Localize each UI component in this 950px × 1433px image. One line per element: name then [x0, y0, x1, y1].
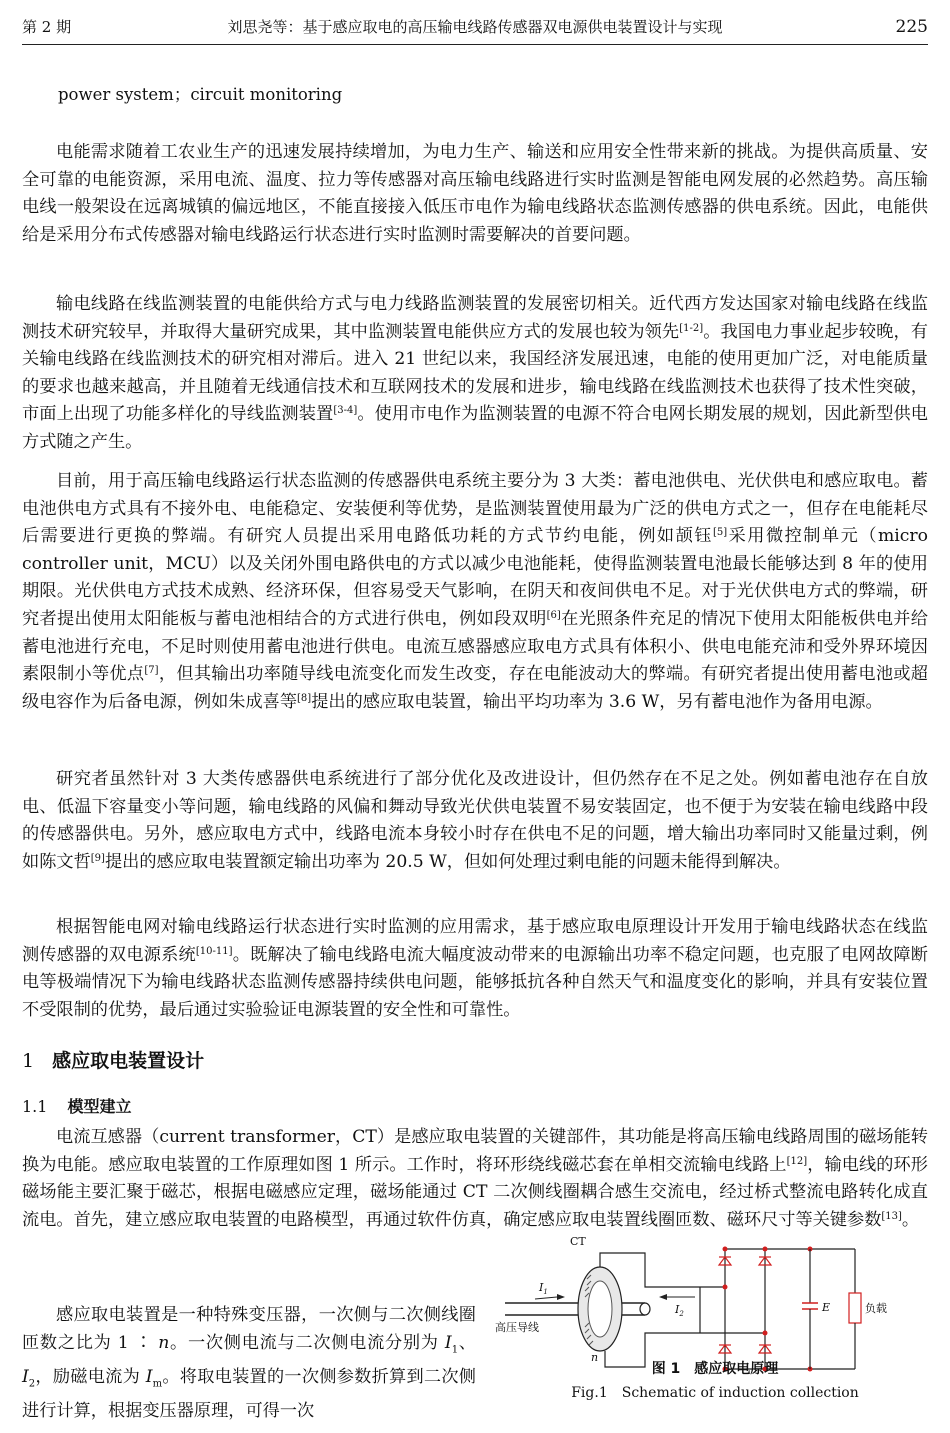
citation: [1-2] [679, 322, 704, 334]
intro-paragraph-4: 研究者虽然针对 3 大类传感器供电系统进行了部分优化及改进设计，但仍然存在不足之处。例如蓄电池存在自放电、低温下容量变小等问题，输电线路的风偏和舞动导致光伏供电装置不易安装固定，也不便于为安装在输电线路中段的传感器供电。另外，感应取电方式中，线路电流本身较小时存在供电不足的问题，增大输出功率同时又能量过剩，例如陈文哲[9]提出的感应取电装置额定输出功率为 20.5 W，但如何处理过剩电能的问题未能得到解决。 [22, 769, 928, 872]
label-e: E [822, 1301, 831, 1314]
i1-arrow [535, 1297, 557, 1299]
intro-paragraph-5: 根据智能电网对输电线路运行状态进行实时监测的应用需求，基于感应取电原理设计开发用于输电线路状态在线监测传感器的双电源系统[10-11]。既解决了输电线路电流大幅度波动带来的电源输出功率不稳定问题，也克服了电网故障断电等极端情况下为输电线路状态监测传感器持续供电问题，能够抵抗各种自然天气和温度变化的影响，并具有安装位置不受限制的优势，最后通过实验验证电源装置的安全性和可靠性。 [22, 917, 928, 1020]
page-header [22, 10, 928, 45]
label-i2: $I_2$ [675, 1303, 684, 1318]
figure-caption-cn: 图 1 感应取电原理 [651, 1361, 779, 1377]
induction-collection-schematic [495, 1210, 935, 1410]
citation: [8] [297, 692, 312, 704]
label-load: 负载 [865, 1302, 887, 1315]
label-i1: $I_1$ [539, 1281, 548, 1296]
keywords-tail: power system；circuit monitoring [58, 85, 343, 104]
label-n: n [591, 1351, 599, 1364]
figure-caption-en: Fig.1 Schematic of induction collection [571, 1385, 859, 1401]
model-paragraph-2: 感应取电装置是一种特殊变压器，一次侧与二次侧线圈匝数之比为 1 ∶ n。一次侧电流与二次侧电流分别为 $I_1$、$I_2$，励磁电流为 $I_m$。将取电装置的一次侧参数折算到二次侧进行计算，根据变压器原理，可得一次 [22, 1305, 476, 1421]
intro-paragraph-3: 目前，用于高压输电线路运行状态监测的传感器供电系统主要分为 3 大类：蓄电池供电、光伏供电和感应取电。蓄电池供电方式具有不接外电、电能稳定、安装便利等优势，是监测装置使用最为广泛的供电方式之一，但存在电能耗尽后需要进行更换的弊端。有研究人员提出采用电路低功耗的方式节约电能，例如颉钰[5]采用微控制单元（micro controller unit，MCU）以及关闭外围电路供电的方式以减少电池能耗，使得监测装置电池最长能够达到 8 年的使用期限。光伏供电方式技术成熟、经济环保，但容易受天气影响，在阴天和夜间供电不足。对于光伏供电方式的弊端，研究者提出使用太阳能板与蓄电池相结合的方式进行供电，例如段双明[6]在光照条件充足的情况下使用太阳能板供电并给蓄电池进行充电，不足时则使用蓄电池进行供电。电流互感器感应取电方式具有体积小、供电电能充沛和受外界环境因素限制小等优点[7]，但其输出功率随导线电流变化而发生改变，存在电能波动大的弊端。有研究者提出使用蓄电池或超级电容作为后备电源，例如朱成喜等[8]提出的感应取电装置，输出平均功率为 3.6 W，另有蓄电池作为备用电源。 [22, 471, 928, 712]
citation: [6] [546, 609, 561, 621]
model-paragraph-1: 电流互感器（current transformer，CT）是感应取电装置的关键部件，其功能是将高压输电线路周围的磁场能转换为电能。感应取电装置的工作原理如图 1 所示。工作时，将环形绕线磁芯套在单相交流输电线路上[12]，输电线的环形磁场能主要汇聚于磁芯，根据电磁感应定理，磁场能通过 CT 二次侧线圈耦合感生交流电，经过桥式整流电路转化成直流电。首先，建立感应取电装置的电路模型，再通过软件仿真，确定感应取电装置线圈匝数、磁环尺寸等关键参数[13]。 [22, 1127, 928, 1230]
citation: [13] [881, 1210, 902, 1222]
citation: [10-11] [195, 945, 233, 957]
page-number: 225 [895, 17, 928, 37]
citation: [7] [144, 665, 159, 677]
issue-number: 第 2 期 [22, 18, 72, 36]
citation: [3-4] [333, 405, 358, 417]
intro-paragraph-2: 输电线路在线监测装置的电能供给方式与电力线路监测装置的发展密切相关。近代西方发达国家对输电线路在线监测技术研究较早，并取得大量研究成果，其中监测装置电能供应方式的发展也较为领先[1-2]。我国电力事业起步较晚，有关输电线路在线监测技术的研究相对滞后。进入 21 世纪以来，我国经济发展迅速，电能的使用更加广泛，对电能质量的要求也越来越高，并且随着无线通信技术和互联网技术的发展和进步，输电线路在线监测技术也获得了技术性突破，市面上出现了功能多样化的导线监测装置[3-4]。使用市电作为监测装置的电源不符合电网长期发展的规划，因此新型供电方式随之产生。 [22, 294, 928, 452]
label-ct: CT [570, 1235, 586, 1248]
citation: [12] [786, 1155, 808, 1167]
intro-paragraph-1: 电能需求随着工农业生产的迅速发展持续增加，为电力生产、输送和应用安全性带来新的挑战。为提供高质量、安全可靠的电能资源，采用电流、温度、拉力等传感器对高压输电线路进行实时监测是智能电网发展的必然趋势。高压输电线一般架设在远离城镇的偏远地区，不能直接接入低压市电作为输电线路状态监测传感器的供电系统。因此，电能供给是采用分布式传感器对输电线路运行状态进行实时监测时需要解决的首要问题。 [22, 142, 928, 245]
load-resistor [849, 1249, 861, 1369]
subsection-heading-1-1: 1.1 模型建立 [22, 1097, 132, 1116]
storage-capacitor [802, 1249, 818, 1369]
section-heading-1: 1 感应取电装置设计 [22, 1050, 205, 1072]
bridge-rectifier [700, 1247, 855, 1372]
citation: [5] [712, 527, 728, 539]
citation: [9] [90, 852, 105, 864]
running-title: 刘思尧等：基于感应取电的高压输电线路传感器双电源供电装置设计与实现 [227, 18, 723, 36]
label-hv-line: 高压导线 [495, 1321, 539, 1334]
